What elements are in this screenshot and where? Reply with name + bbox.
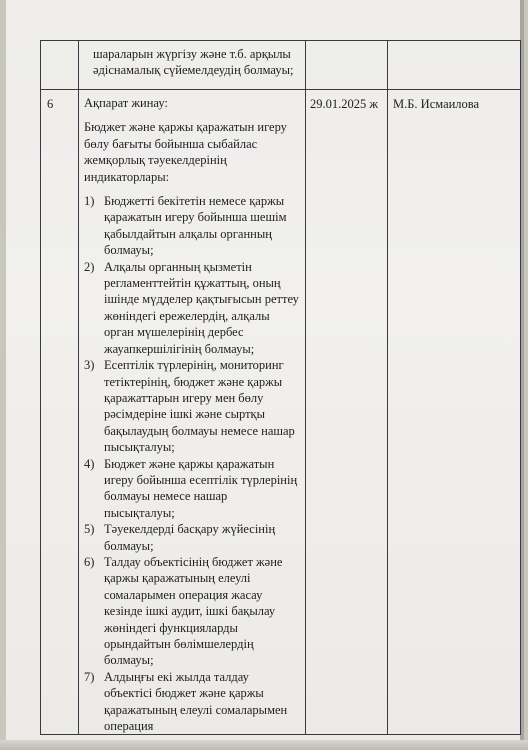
deadline-date: 29.01.2025 ж: [310, 97, 379, 111]
number-cell: [41, 90, 79, 735]
list-marker: 4): [84, 456, 95, 471]
table-row: [41, 90, 521, 735]
list-item-text: Бюджетті бекітетін немесе қаржы қаражатын игеру бойынша шешім қабылдайтын алқалы органның болмауы;: [104, 194, 287, 258]
date-cell-empty: [306, 41, 388, 90]
row-number: 6: [47, 97, 54, 111]
list-item: [84, 554, 299, 669]
measure-cell-continuation: [79, 41, 306, 90]
list-item: [84, 669, 299, 735]
list-item-text: Алдыңғы екі жылда талдау объектісі бюджет және қаржы қаражатының елеулі сомаларымен операция: [104, 669, 288, 734]
measure-cell: [79, 90, 306, 735]
indicator-list: [84, 193, 299, 734]
responsible-cell: [388, 90, 521, 735]
date-cell: [306, 90, 388, 735]
continuation-text: шараларын жүргізу және т.б. арқылы әдіснамалық сүйемелдеудің болмауы;: [93, 47, 294, 78]
responsible-person: М.Б. Исмаилова: [393, 97, 480, 111]
measure-intro: Бюджет және қаржы қаражатын игеру бөлу бағыты бойынша сыбайлас жемқорлық тәуекелдерінің индикаторлары:: [84, 120, 287, 184]
list-item-text: Алқалы органның қызметін регламенттейтін құжаттың, оның ішінде мүдделер қақтығысын реттеу жөніндегі ережелердің, алқалы орган мүшелерінің дербес жауапкершілігінің болмауы;: [104, 259, 299, 356]
paper-sheet: [6, 0, 524, 750]
plan-table: [40, 40, 521, 735]
measure-title: Ақпарат жинау:: [84, 96, 168, 110]
list-item-text: Тәуекелдерді басқару жүйесінің болмауы;: [104, 522, 276, 553]
list-item-text: Талдау объектісінің бюджет және қаржы қаражатының елеулі сомаларымен операция жасау кезінде ішкі аудит, ішкі бақылау жөніндегі функцияларды орындайтын бөлімшелердің болмауы;: [104, 554, 283, 668]
list-marker: 2): [84, 259, 95, 274]
list-item: [84, 456, 299, 522]
list-item-text: Есептілік түрлерінің, мониторинг тетіктерінің, бюджет және қаржы қаражаттарын игеру мен бөлу рәсімдеріне ішкі және сыртқы бақылаудың болмауы немесе нашар пысықталуы;: [104, 358, 295, 455]
page-bottom-edge: [0, 740, 528, 750]
responsible-cell-empty: [388, 41, 521, 90]
list-item: [84, 521, 299, 554]
table-row-continuation: [41, 41, 521, 90]
list-item: [84, 193, 299, 259]
list-marker: 1): [84, 194, 95, 209]
list-marker: 7): [84, 669, 95, 684]
list-item-text: Бюджет және қаржы қаражатын игеру бойынша есептілік түрлерінің болмауы немесе нашар пысықталуы;: [104, 456, 298, 520]
list-marker: 6): [84, 554, 95, 569]
list-marker: 3): [84, 358, 95, 373]
list-item: [84, 259, 299, 357]
list-marker: 5): [84, 522, 95, 537]
list-item: [84, 357, 299, 455]
number-cell-empty: [41, 41, 79, 90]
